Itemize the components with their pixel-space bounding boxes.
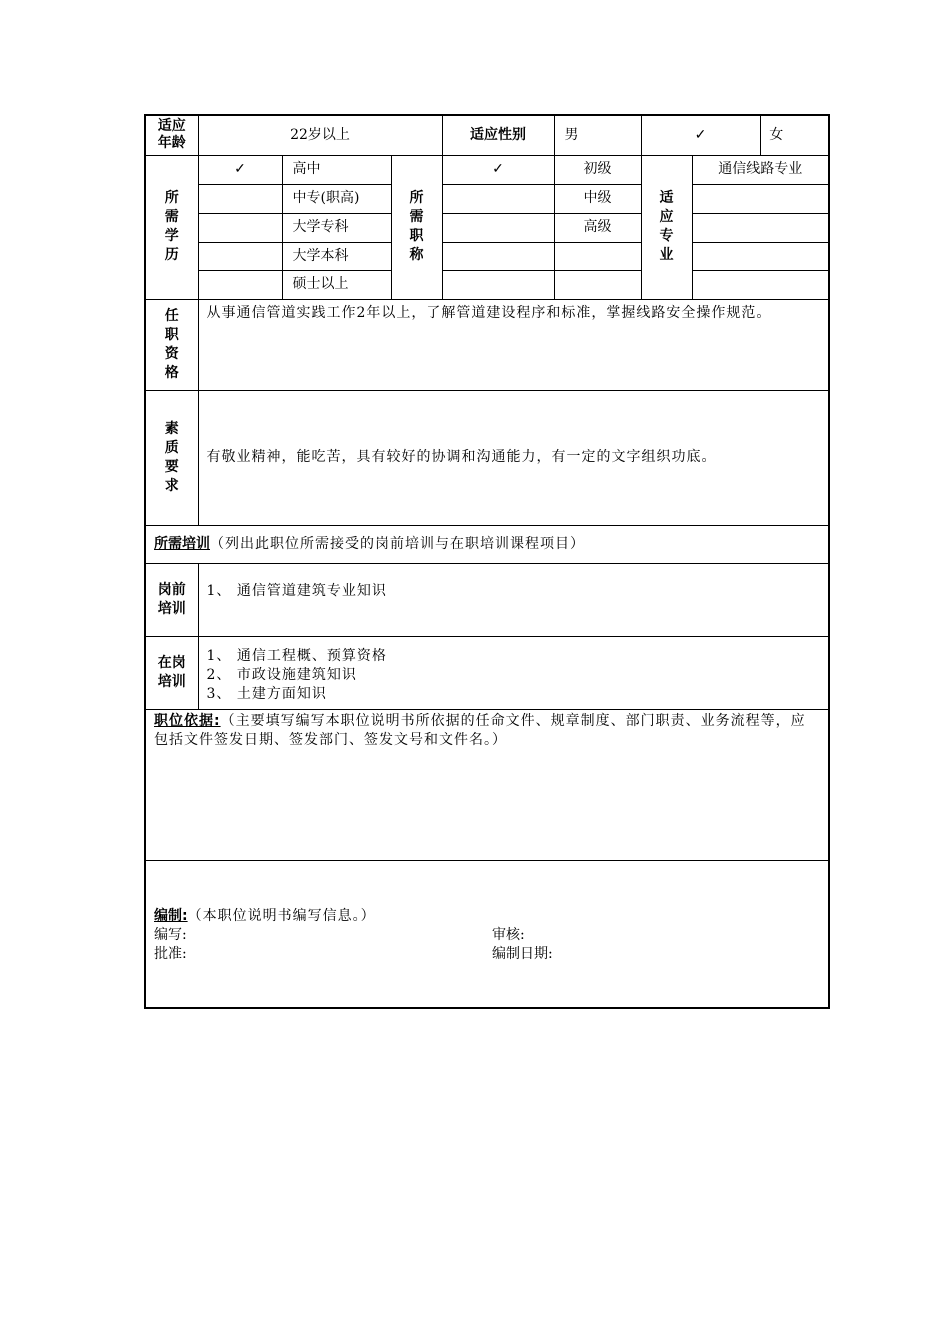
education-check-2[interactable] [198,213,282,242]
quality-row [145,390,829,525]
job-training-row [145,636,829,709]
education-option-4: 硕士以上 [282,270,391,299]
education-option-3: 大学本科 [282,242,391,270]
major-item-4 [692,270,829,299]
training-header [145,525,829,563]
title-option-1: 中级 [554,184,641,213]
job-training-item: 1、 通信工程概、预算资格 [206,647,387,664]
qualification-label: 任职资格 [145,299,198,390]
pre-training-list [198,563,829,636]
compile-row [145,860,829,1008]
date-field[interactable]: 编制日期: [492,945,553,962]
reviewer-field[interactable]: 审核: [492,926,525,943]
gender-male-check[interactable]: ✓ [641,115,760,155]
pre-training-item: 1、 通信管道建筑专业知识 [206,582,387,599]
age-gender-row [145,115,829,155]
education-check-1[interactable] [198,184,282,213]
qualification-row [145,299,829,390]
major-item-2 [692,213,829,242]
form-table [144,114,830,1009]
title-check-2[interactable] [442,213,554,242]
education-check-3[interactable] [198,242,282,270]
training-note: （列出此职位所需接受的岗前培训与在职培训课程项目） [210,535,585,552]
title-option-3 [554,242,641,270]
gender-female: 女 [760,115,829,155]
gender-label: 适应性别 [442,115,554,155]
age-label: 适应年龄 [145,115,198,155]
basis-label: 职位依据: [154,712,221,729]
quality-text: 有敬业精神，能吃苦，具有较好的协调和沟通能力，有一定的文字组织功底。 [198,390,829,525]
education-option-0: 高中 [282,155,391,184]
training-label: 所需培训 [154,535,210,552]
title-check-3[interactable] [442,242,554,270]
job-training-item: 3、 土建方面知识 [206,685,327,702]
basis-note: （主要填写编写本职位说明书所依据的任命文件、规章制度、部门职责、业务流程等，应包括文件签发日期、签发部门、签发文号和文件名。） [154,712,806,748]
title-option-4 [554,270,641,299]
approver-field[interactable]: 批准: [154,945,187,962]
major-item-3 [692,242,829,270]
education-check-0[interactable]: ✓ [198,155,282,184]
job-training-list [198,636,829,709]
education-label: 所需学历 [145,155,198,299]
writer-field[interactable]: 编写: [154,926,187,943]
compile-label: 编制: [154,907,188,924]
compile-note: （本职位说明书编写信息。） [187,907,376,924]
education-option-1: 中专(职高) [282,184,391,213]
title-check-4[interactable] [442,270,554,299]
title-check-0[interactable]: ✓ [442,155,554,184]
compile-cell [145,860,829,1008]
job-training-label: 在岗培训 [145,636,198,709]
title-label: 所需职称 [391,155,442,299]
education-option-2: 大学专科 [282,213,391,242]
training-header-row [145,525,829,563]
job-training-item: 2、 市政设施建筑知识 [206,666,357,683]
qual-row-5 [145,270,829,299]
qual-row-3 [145,213,829,242]
qual-row-4 [145,242,829,270]
job-description-form [144,114,828,1009]
basis-cell [145,709,829,860]
qual-row-1 [145,155,829,184]
age-value: 22岁以上 [198,115,442,155]
gender-male: 男 [554,115,641,155]
title-option-2: 高级 [554,213,641,242]
qual-row-2 [145,184,829,213]
title-option-0: 初级 [554,155,641,184]
pre-training-row [145,563,829,636]
major-item-0: 通信线路专业 [692,155,829,184]
qualification-text: 从事通信管道实践工作2年以上，了解管道建设程序和标准，掌握线路安全操作规范。 [198,299,829,390]
quality-label: 素质要求 [145,390,198,525]
pre-training-label: 岗前培训 [145,563,198,636]
education-check-4[interactable] [198,270,282,299]
major-item-1 [692,184,829,213]
major-label: 适应专业 [641,155,692,299]
title-check-1[interactable] [442,184,554,213]
basis-row [145,709,829,860]
